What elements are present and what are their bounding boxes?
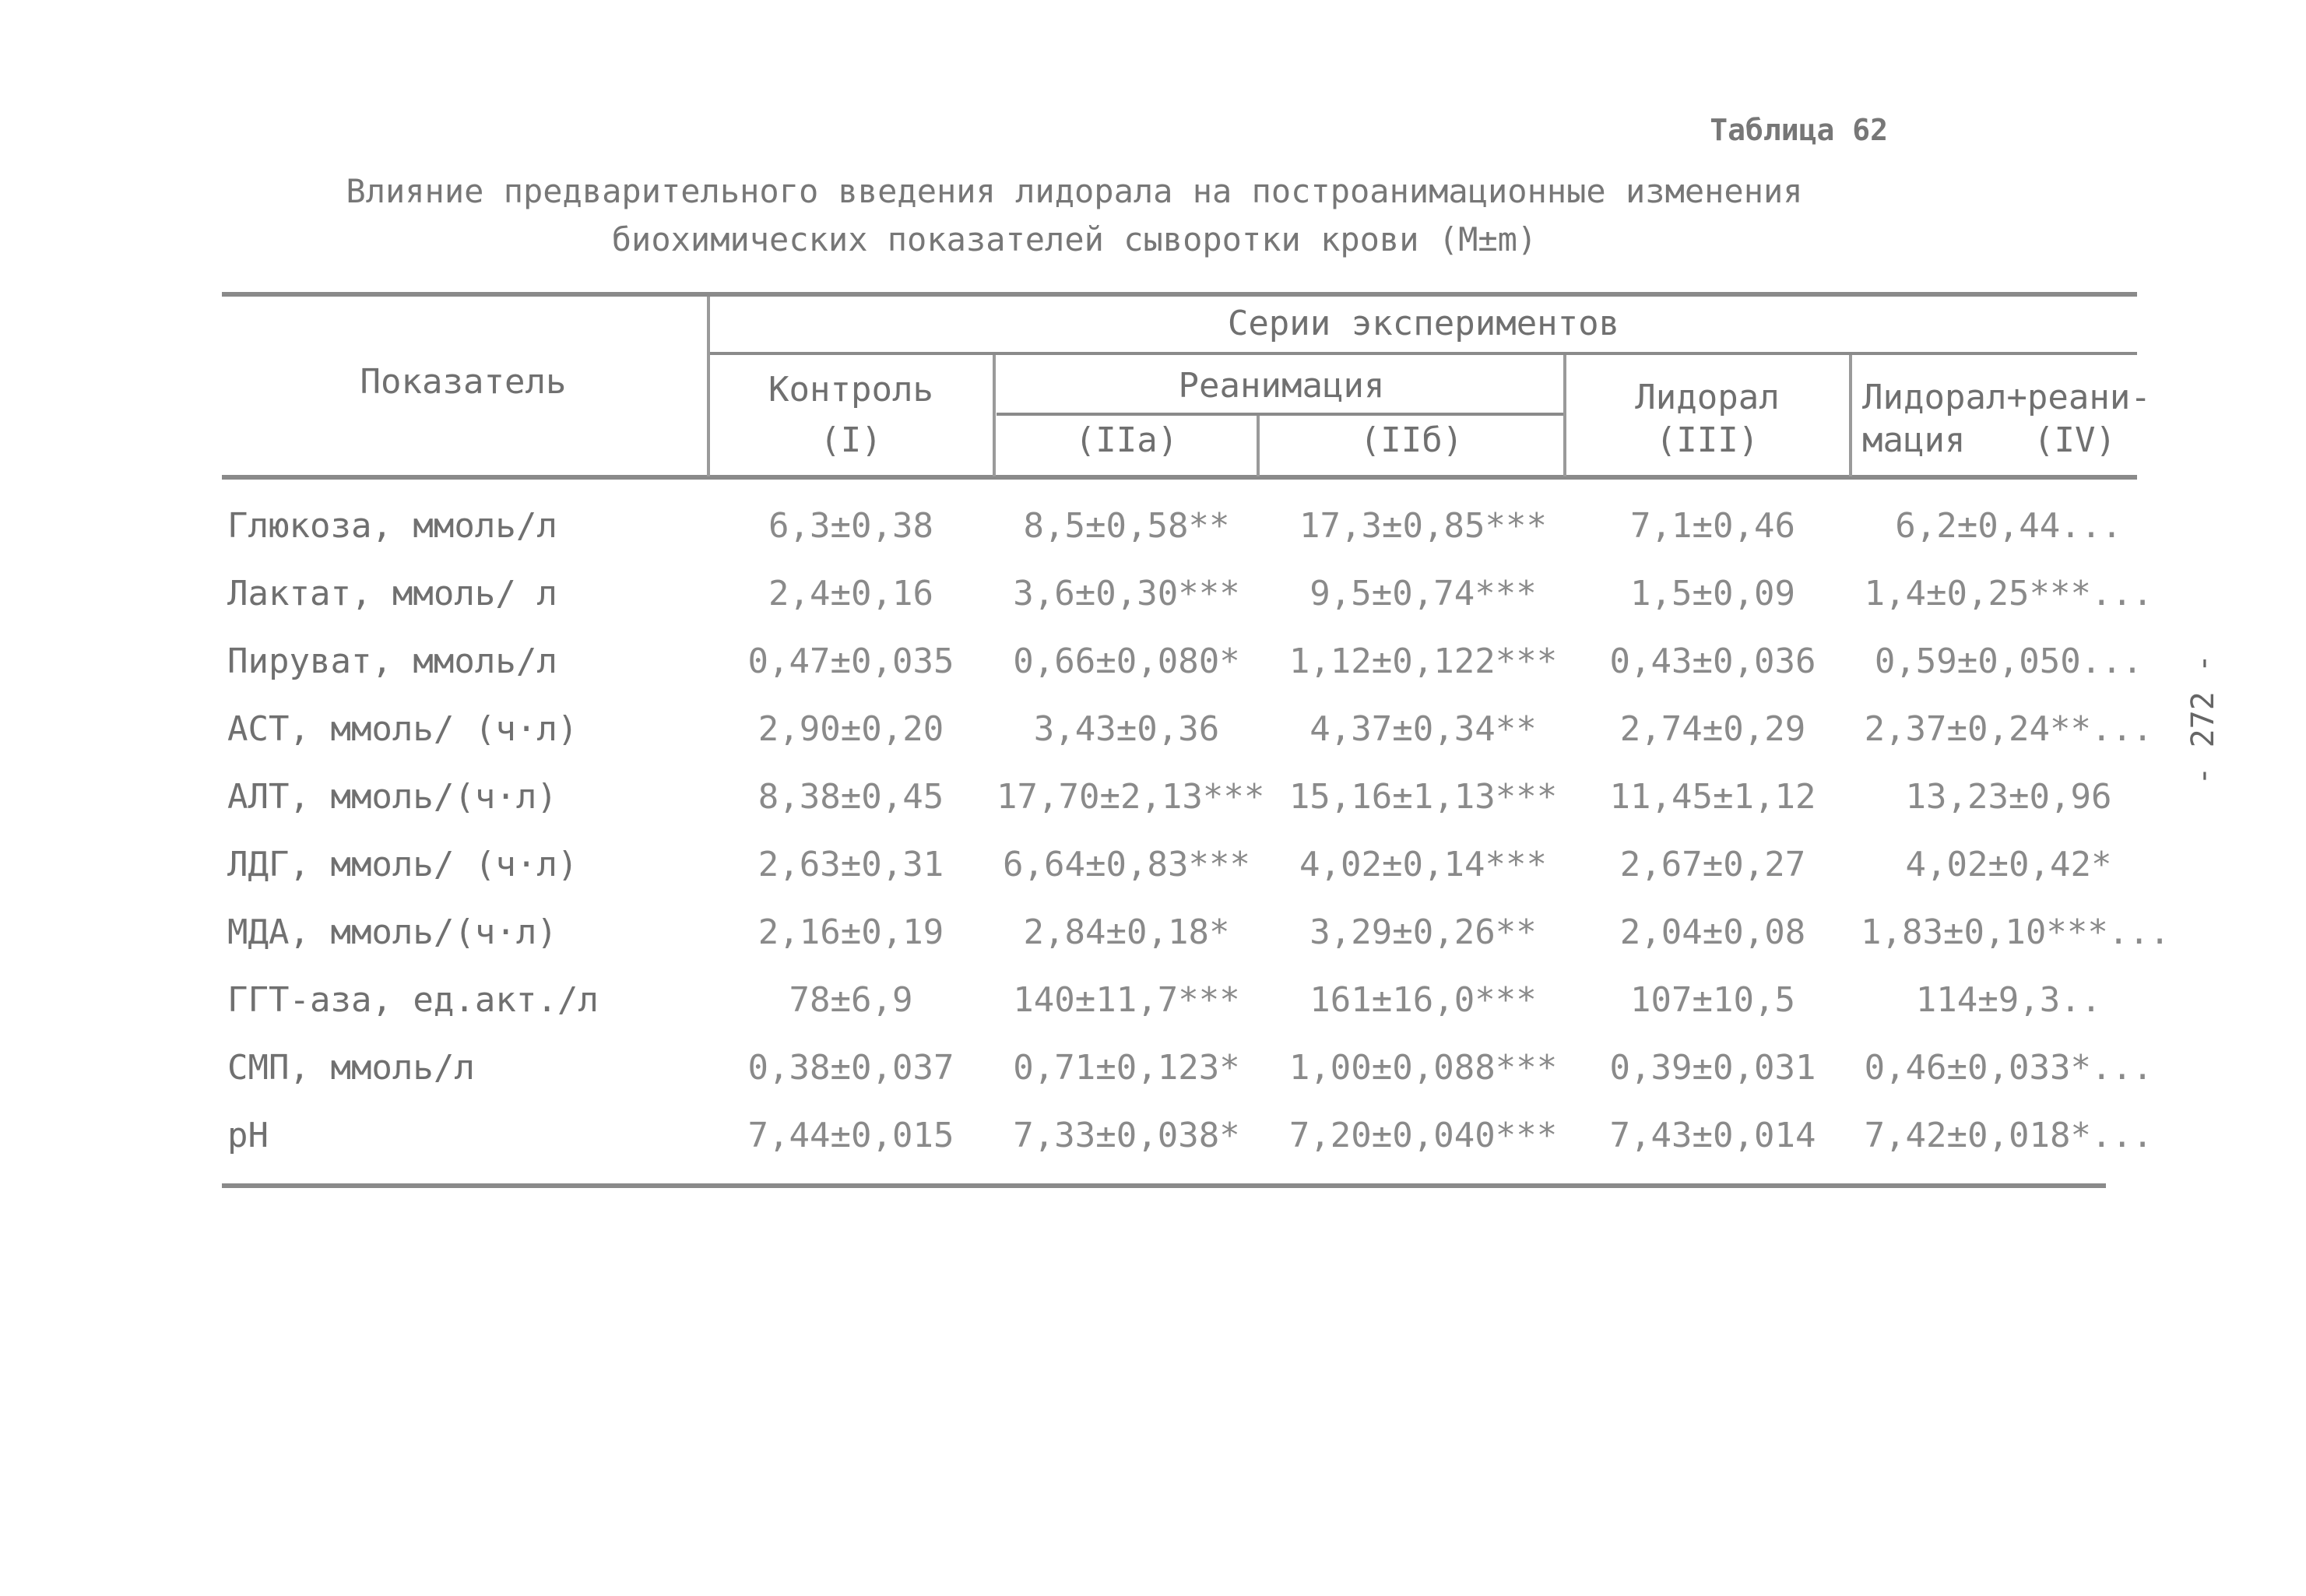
row-label: Глюкоза, ммоль/л xyxy=(227,506,557,546)
cell-lidoral: 2,04±0,08 xyxy=(1619,912,1806,952)
cell-lidoral-rean: 114±9,3.. xyxy=(1915,980,2102,1020)
cell-lidoral: 7,1±0,46 xyxy=(1630,506,1795,546)
header-reanimation: Реанимация xyxy=(1178,366,1385,406)
cell-lidoral-rean: 1,4±0,25***... xyxy=(1864,574,2153,613)
cell-control: 2,4±0,16 xyxy=(768,574,933,613)
divider-lidoral xyxy=(1849,355,1852,476)
row-label: ГГТ-аза, ед.акт./л xyxy=(227,980,599,1020)
table-top-rule xyxy=(222,292,2137,297)
cell-reanimation-b: 4,02±0,14*** xyxy=(1299,845,1547,884)
row-label: АСТ, ммоль/ (ч·л) xyxy=(227,709,578,749)
cell-reanimation-a: 3,43±0,36 xyxy=(1033,709,1220,749)
header-lidoral-rean-2: мация xyxy=(1862,420,1966,460)
row-label: ЛДГ, ммоль/ (ч·л) xyxy=(227,845,578,884)
title-line-1: Влияние предварительного введения лидорала на построанимационные изменения xyxy=(346,172,1803,210)
cell-lidoral: 0,43±0,036 xyxy=(1609,642,1816,681)
table-number: Таблица 62 xyxy=(1710,113,1888,147)
cell-reanimation-b: 17,3±0,85*** xyxy=(1299,506,1547,546)
cell-lidoral: 7,43±0,014 xyxy=(1609,1116,1816,1155)
cell-lidoral: 1,5±0,09 xyxy=(1630,574,1795,613)
cell-reanimation-b: 1,12±0,122*** xyxy=(1288,642,1558,681)
cell-lidoral: 2,74±0,29 xyxy=(1619,709,1806,749)
row-label: Пируват, ммоль/л xyxy=(227,642,557,681)
cell-control: 0,47±0,035 xyxy=(747,642,954,681)
header-indicator: Показатель xyxy=(360,362,567,402)
cell-reanimation-a: 6,64±0,83*** xyxy=(1003,845,1250,884)
page-number-vertical xyxy=(2180,654,2227,810)
cell-reanimation-b: 1,00±0,088*** xyxy=(1288,1048,1558,1088)
header-lidoral-rean-1: Лидорал+реани- xyxy=(1862,378,2151,417)
cell-reanimation-a: 17,70±2,13*** xyxy=(997,777,1265,817)
cell-lidoral-rean: 0,46±0,033*... xyxy=(1864,1048,2153,1088)
divider-control xyxy=(993,355,996,476)
table-title xyxy=(296,167,1853,264)
cell-lidoral-rean: 13,23±0,96 xyxy=(1905,777,2112,817)
cell-reanimation-a: 7,33±0,038* xyxy=(1013,1116,1240,1155)
title-line-2: биохимических показателей сыворотки крови (М±m) xyxy=(611,220,1538,258)
cell-reanimation-b: 7,20±0,040*** xyxy=(1288,1116,1558,1155)
cell-reanimation-b: 15,16±1,13*** xyxy=(1288,777,1558,817)
cell-reanimation-a: 0,71±0,123* xyxy=(1013,1048,1240,1088)
cell-lidoral-rean: 1,83±0,10***... xyxy=(1861,912,2171,952)
cell-lidoral: 2,67±0,27 xyxy=(1619,845,1806,884)
cell-control: 7,44±0,015 xyxy=(747,1116,954,1155)
cell-lidoral: 107±10,5 xyxy=(1630,980,1795,1020)
cell-reanimation-a: 8,5±0,58** xyxy=(1023,506,1230,546)
cell-control: 6,3±0,38 xyxy=(768,506,933,546)
cell-reanimation-b: 4,37±0,34** xyxy=(1309,709,1537,749)
header-lidoral-num: (III) xyxy=(1655,420,1759,460)
cell-control: 2,63±0,31 xyxy=(758,845,944,884)
header-control-num: (I) xyxy=(820,420,882,460)
row-label: МДА, ммоль/(ч·л) xyxy=(227,912,557,952)
cell-control: 78±6,9 xyxy=(789,980,913,1020)
cell-reanimation-a: 3,6±0,30*** xyxy=(1013,574,1240,613)
cell-reanimation-a: 140±11,7*** xyxy=(1013,980,1240,1020)
cell-control: 0,38±0,037 xyxy=(747,1048,954,1088)
cell-lidoral-rean: 7,42±0,018*... xyxy=(1864,1116,2153,1155)
cell-reanimation-b: 161±16,0*** xyxy=(1309,980,1537,1020)
header-control: Контроль xyxy=(768,370,933,410)
cell-lidoral: 0,39±0,031 xyxy=(1609,1048,1816,1088)
cell-reanimation-a: 0,66±0,080* xyxy=(1013,642,1240,681)
header-reanimation-b: (IIб) xyxy=(1359,420,1464,460)
header-lidoral: Лидорал xyxy=(1635,378,1780,417)
cell-lidoral: 11,45±1,12 xyxy=(1609,777,1816,817)
cell-control: 2,16±0,19 xyxy=(758,912,944,952)
page-number-text: - 272 - xyxy=(2185,654,2221,786)
row-label: СМП, ммоль/л xyxy=(227,1048,475,1088)
cell-reanimation-a: 2,84±0,18* xyxy=(1023,912,1230,952)
cell-control: 2,90±0,20 xyxy=(758,709,944,749)
cell-lidoral-rean: 6,2±0,44... xyxy=(1895,506,2122,546)
row-label: АЛТ, ммоль/(ч·л) xyxy=(227,777,557,817)
cell-lidoral-rean: 4,02±0,42* xyxy=(1905,845,2112,884)
reanimation-underline xyxy=(997,413,1566,416)
header-reanimation-a: (IIа) xyxy=(1074,420,1179,460)
row-label: Лактат, ммоль/ л xyxy=(227,574,557,613)
cell-control: 8,38±0,45 xyxy=(758,777,944,817)
table-bottom-rule xyxy=(222,1183,2106,1188)
cell-lidoral-rean: 2,37±0,24**... xyxy=(1864,709,2153,749)
cell-reanimation-b: 3,29±0,26** xyxy=(1309,912,1537,952)
row-label: pH xyxy=(227,1116,269,1155)
header-lidoral-rean-num: (IV) xyxy=(2034,420,2116,460)
series-underline xyxy=(710,352,2137,355)
header-series: Серии экспериментов xyxy=(1227,304,1620,343)
cell-reanimation-b: 9,5±0,74*** xyxy=(1309,574,1537,613)
cell-lidoral-rean: 0,59±0,050... xyxy=(1874,642,2143,681)
